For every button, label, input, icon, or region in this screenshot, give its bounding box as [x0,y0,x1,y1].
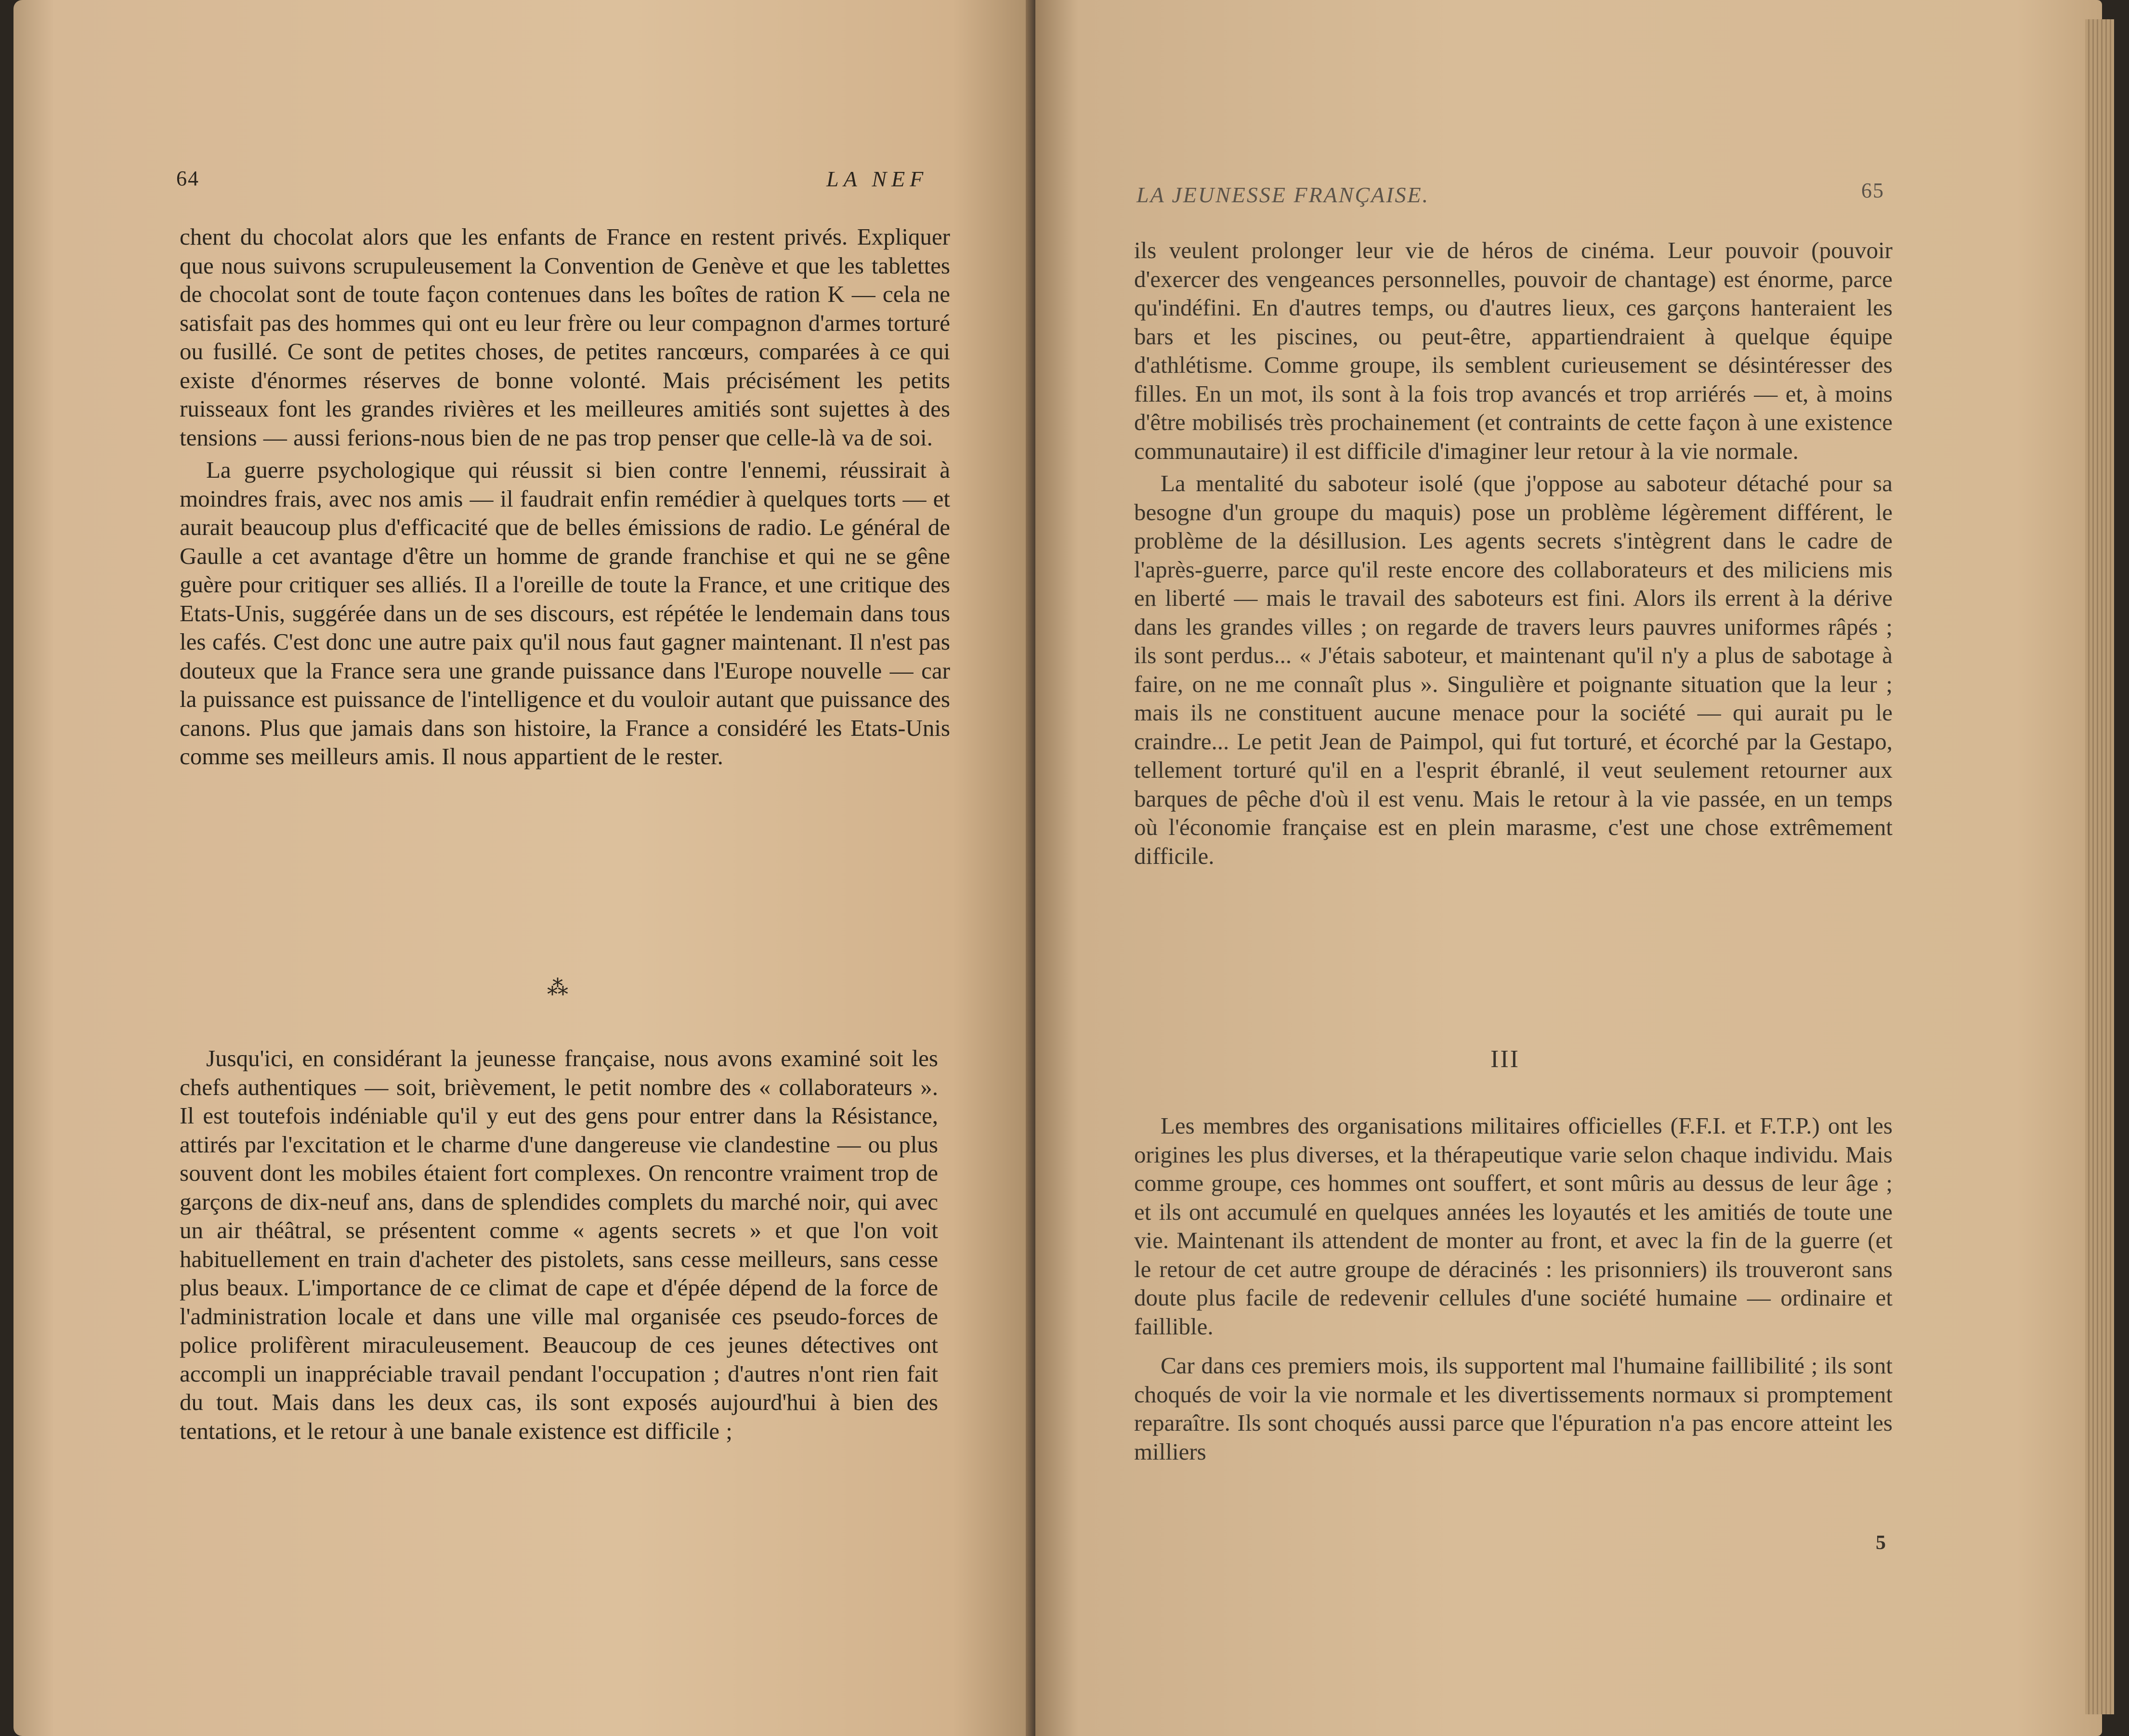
right-running-title: LA JEUNESSE FRANÇAISE. [1136,183,1430,207]
left-text-top [180,222,950,771]
asterism: ⁂ [547,976,568,1000]
left-page [13,0,1034,1736]
left-text-bottom [180,1044,938,1445]
right-page-number: 65 [1861,179,1884,202]
signature-mark: 5 [1876,1532,1886,1554]
left-page-number: 64 [176,167,199,190]
paragraph: Les membres des organisations militaires officielles (F.F.I. et F.T.P.) ont les origines les plus diverses, et la thérapeutique varie selon chaque individu. Mais comme groupe, ces hommes ont souffert, et sont mûris au dessus de leur âge ; et ils ont accumulé en quelques années les loyautés et les amitiés de toute une vie. Maintenant ils attendent de monter au front, et avec la fin de la guerre (et le retour de cet autre groupe de déracinés : les prisonniers) ils trouveront sans doute plus facile de redevenir cellules d'une société humaine — ordinaire et faillible. [1134,1112,1893,1340]
paragraph: chent du chocolat alors que les enfants de France en restent privés. Expliquer que nous suivons scrupuleusement la Convention de Genève et que les tablettes de chocolat sont de toute façon contenues dans les boîtes de ration K — cela ne satisfait pas des hommes qui ont eu leur frère ou leur compagnon d'armes torturé ou fusillé. Ce sont de petites choses, de petites rancœurs, comparées à ce qui existe d'énormes réserves de bonne volonté. Mais précisément les petits ruisseaux font les grandes rivières et les meilleures amitiés sont sujettes à des tensions — aussi ferions-nous bien de ne pas trop penser que celle-là va de soi. [180,223,950,451]
paragraph: La mentalité du saboteur isolé (que j'oppose au saboteur détaché pour sa besogne d'un groupe du maquis) pose un problème légèrement différent, le problème de la désillusion. Les agents secrets s'intègrent dans le cadre de l'après-guerre, parce qu'il reste encore des collaborateurs et des miliciens mis en liberté — mais le travail des saboteurs est fini. Alors ils errent à la dérive dans les grandes villes ; on regarde de travers leurs pauvres uniformes râpés ; ils sont perdus... « J'étais saboteur, et maintenant qu'il n'y a plus de sabotage à faire, on ne me connaît plus ». Singulière et poignante situation que la leur ; mais ils ne constituent aucune menace pour la société — qui aurait pu le craindre... Le petit Jean de Paimpol, qui fut torturé, et écorché par la Gestapo, tellement torturé qu'il en a l'esprit ébranlé, il veut seulement retourner aux barques de pêche d'où il est venu. Mais le retour à la vie passée, en un temps où l'économie française est en plein marasme, c'est une chose extrêmement difficile. [1134,470,1893,869]
right-text-top [1134,236,1893,870]
paragraph: La guerre psychologique qui réussit si bien contre l'ennemi, réussirait à moindres frais, avec nos amis — il faudrait enfin remédier à quelques torts — et aurait beaucoup plus d'efficacité que de belles émissions de radio. Le général de Gaulle a cet avantage d'être un homme de grande franchise et qui ne se gêne guère pour critiquer ses alliés. Il a l'oreille de toute la France, et une critique des Etats-Unis, suggérée dans un de ses discours, est répétée le lendemain dans tous les cafés. C'est donc une autre paix qu'il nous faut gagner maintenant. Il n'est pas douteux que la France sera une grande puissance dans l'Europe nouvelle — car la puissance est puissance de l'intelligence et du vouloir autant que puissance des canons. Plus que jamais dans son histoire, la France a considéré les Etats-Unis comme ses meilleurs amis. Il nous appartient de le rester. [180,457,950,770]
right-text-bottom [1134,1111,1893,1466]
paragraph: Car dans ces premiers mois, ils supportent mal l'humaine faillibilité ; ils sont choqués de voir la vie normale et les divertissements normaux si promptement reparaître. Ils sont choqués aussi parce que l'épuration n'a pas encore atteint les milliers [1134,1352,1893,1465]
paragraph: Jusqu'ici, en considérant la jeunesse française, nous avons examiné soit les chefs authentiques — soit, brièvement, le petit nombre des « collaborateurs ». Il est toutefois indéniable qu'il y eut des gens pour entrer dans la Résistance, attirés par l'excitation et le charme d'une dangereuse vie clandestine — ou plus souvent dont les mobiles étaient fort complexes. On rencontre vraiment trop de garçons de dix-neuf ans, dans de splendides complets du marché noir, qui avec un air théâtral, se présentent comme « agents secrets » et que l'on voit habituellement en train d'acheter des pistolets, sans cesse meilleurs, sans cesse plus beaux. L'importance de ce climat de cape et d'épée dépend de la force de l'administration locale et dans une ville mal organisée ces pseudo-forces de police prolifèrent miraculeusement. Beaucoup de ces jeunes détectives ont accompli un inappréciable travail pendant l'occupation ; d'autres n'ont rien fait du tout. Mais dans les deux cas, ils sont exposés aujourd'hui à bien des tentations, et le retour à une banale existence est difficile ; [180,1045,938,1444]
left-running-title: LA NEF [826,167,928,191]
page-edges [2085,19,2114,1714]
section-number: III [1490,1045,1520,1073]
paragraph: ils veulent prolonger leur vie de héros de cinéma. Leur pouvoir (pouvoir d'exercer des vengeances personnelles, pouvoir de chantage) est énorme, parce qu'indéfini. En d'autres temps, ou d'autres lieux, ces garçons hanteraient les bars et les piscines, ou peut-être, appartiendraient à quelque équipe d'athlétisme. Comme groupe, ils semblent curieusement se désintéresser des filles. En un mot, ils sont à la fois trop avancés et trop arriérés — et, à moins d'être mobilisés très prochainement (et contraints de cette façon à une existence communautaire) il est difficile d'imaginer leur retour à la vie normale. [1134,237,1893,464]
